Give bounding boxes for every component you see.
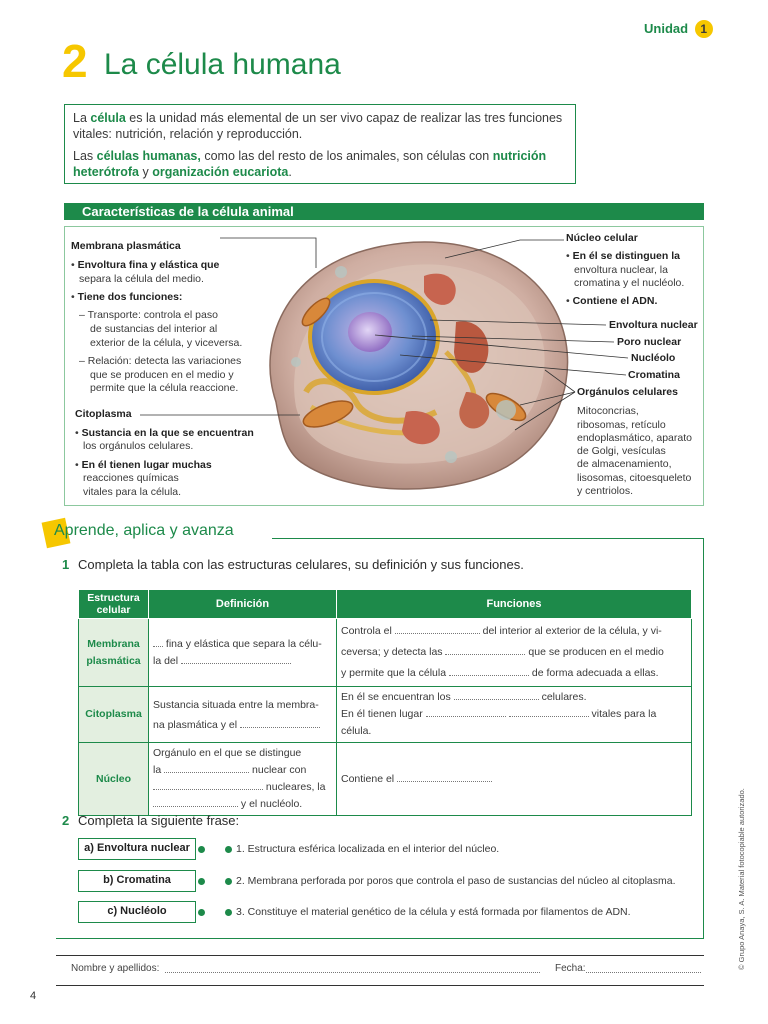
- citoplasma-bullet-2b: reacciones químicas: [83, 472, 179, 484]
- cell-structures-table: [78, 589, 692, 816]
- organulos-line-3: endoplasmático, aparato: [577, 432, 692, 444]
- intro-text: .: [288, 165, 292, 179]
- membrana-bullet-2-text: Tiene dos funciones:: [77, 291, 183, 303]
- nucleo-bullet-1: • En él se distinguen la: [566, 250, 680, 262]
- blank-field[interactable]: [164, 763, 249, 773]
- function-text: célula.: [341, 725, 372, 737]
- intro-paragraph-2: [73, 148, 567, 180]
- row-membrana-functions: [337, 619, 692, 687]
- organulos-line-7: y centriolos.: [577, 485, 634, 497]
- blank-field[interactable]: [153, 637, 163, 647]
- learn-frame-bottom: [56, 938, 704, 939]
- function-text: En él tienen lugar: [341, 708, 423, 720]
- row-membrana-name: Membrana plasmática: [79, 619, 149, 687]
- organulos-line-5: de almacenamiento,: [577, 458, 672, 470]
- match-dot-right-3[interactable]: [225, 909, 232, 916]
- match-dot-left-3[interactable]: [198, 909, 205, 916]
- page-title: La célula humana: [104, 48, 341, 81]
- membrana-bullet-1-text: Envoltura fina y elástica que: [77, 259, 220, 271]
- row-nucleo-name: Núcleo: [79, 743, 149, 816]
- label-cromatina: Cromatina: [628, 369, 680, 381]
- learn-frame-top: [272, 538, 704, 539]
- blank-field[interactable]: [395, 624, 480, 634]
- blank-field[interactable]: [153, 797, 238, 807]
- nucleo-bullet-1b: envoltura nuclear, la: [574, 264, 668, 276]
- blank-field[interactable]: [397, 772, 492, 782]
- learn-frame-right: [703, 538, 704, 938]
- intro-text: La: [73, 111, 91, 125]
- row-citoplasma-functions: [337, 687, 692, 743]
- match-dot-left-2[interactable]: [198, 878, 205, 885]
- footer-line-bottom: [56, 985, 704, 986]
- citoplasma-bullet-2: • En él tienen lugar muchas: [75, 459, 212, 471]
- membrana-bullet-2: • Tiene dos funciones:: [71, 291, 183, 303]
- copyright-notice: © Grupo Anaya, S. A. Material fotocopiable autorizado.: [737, 788, 746, 970]
- membrana-bullet-1b: separa la célula del medio.: [79, 273, 204, 285]
- function-text: que se producen en el medio: [528, 646, 664, 658]
- function-text: de forma adecuada a ellas.: [531, 667, 659, 679]
- definition-text: na plasmática y el: [153, 718, 238, 731]
- unit-label: [644, 20, 713, 38]
- question-1-text: Completa la tabla con las estructuras celulares, su definición y sus funciones.: [78, 557, 524, 572]
- citoplasma-bullet-2-text: En él tienen lugar muchas: [81, 459, 212, 471]
- citoplasma-bullet-2c: vitales para la célula.: [83, 486, 182, 498]
- table-header-row: [79, 590, 692, 619]
- footer-line-top: [56, 955, 704, 956]
- organulos-line-2: ribosomas, retículo: [577, 419, 666, 431]
- intro-keyword: célula: [90, 111, 126, 125]
- membrana-relation-3: permite que la célula reaccione.: [90, 382, 239, 394]
- function-text: del interior al exterior de la célula, y vi-: [482, 625, 662, 637]
- blank-field[interactable]: [240, 718, 320, 728]
- blank-field[interactable]: [509, 707, 589, 717]
- label-poro: Poro nuclear: [617, 336, 682, 348]
- nucleo-bullet-2-text: Contiene el ADN.: [572, 295, 658, 307]
- membrana-bullet-1: • Envoltura fina y elástica que: [71, 259, 220, 271]
- blank-field[interactable]: [181, 654, 291, 664]
- match-dot-right-1[interactable]: [225, 846, 232, 853]
- function-text: celulares.: [541, 691, 587, 703]
- definition-text: fina y elástica que separa la célu-: [165, 637, 322, 650]
- membrana-relation-1: – Relación: detecta las variaciones: [79, 355, 242, 367]
- unit-label-text: Unidad: [644, 21, 689, 36]
- label-organulos: Orgánulos celulares: [577, 386, 678, 398]
- membrana-relation-2: que se producen en el medio y: [90, 369, 234, 381]
- question-2-number: 2: [62, 813, 70, 828]
- blank-field[interactable]: [445, 645, 525, 655]
- nucleo-bullet-1c: cromatina y el nucléolo.: [574, 277, 685, 289]
- intro-text: como las del resto de los animales, son células con: [200, 149, 493, 163]
- intro-text: es la unidad más elemental de un ser vivo capaz de realizar las tres funciones vitales: nutrición, relación y reproducción.: [73, 111, 563, 141]
- nucleo-bullet-1-text: En él se distinguen la: [572, 250, 680, 262]
- row-nucleo-functions: [337, 743, 692, 816]
- question-1-number: 1: [62, 557, 70, 572]
- date-field[interactable]: [586, 972, 701, 973]
- organulos-line-4: de Golgi, vesículas: [577, 445, 666, 457]
- intro-text: Las: [73, 149, 97, 163]
- table-header-functions: Funciones: [337, 590, 692, 619]
- definition-text: la: [153, 764, 162, 776]
- match-definition-2: 2. Membrana perforada por poros que controla el paso de sustancias del núcleo al citoplasma.: [236, 875, 676, 887]
- citoplasma-bullet-1b: los orgánulos celulares.: [83, 440, 194, 452]
- animal-cell-illustration: [256, 232, 586, 500]
- unit-number-badge: 1: [695, 20, 713, 38]
- function-text: vitales para la: [591, 708, 657, 720]
- match-dot-left-1[interactable]: [198, 846, 205, 853]
- page-number: 4: [30, 990, 37, 1002]
- date-label: Fecha:: [555, 963, 586, 974]
- table-row: [79, 687, 692, 743]
- function-text: ceversa; y detecta las: [341, 646, 443, 658]
- intro-keyword: células humanas,: [96, 149, 201, 163]
- intro-text: y: [138, 165, 153, 179]
- nucleo-bullet-2: • Contiene el ADN.: [566, 295, 658, 307]
- row-citoplasma-name: Citoplasma: [79, 687, 149, 743]
- match-dot-right-2[interactable]: [225, 878, 232, 885]
- title-number: 2: [62, 35, 88, 87]
- table-row: [79, 619, 692, 687]
- organulos-line-1: Mitoconcrias,: [577, 405, 639, 417]
- table-header-structure: Estructura celular: [79, 590, 149, 619]
- learn-title: Aprende, aplica y avanza: [54, 522, 234, 539]
- table-row: [79, 743, 692, 816]
- blank-field[interactable]: [426, 707, 506, 717]
- function-text: y permite que la célula: [341, 667, 447, 679]
- label-nucleolo: Nucléolo: [631, 352, 676, 364]
- blank-field[interactable]: [449, 666, 529, 676]
- match-term-envoltura[interactable]: a) Envoltura nuclear: [78, 838, 196, 860]
- citoplasma-bullet-1-text: Sustancia en la que se encuentran: [81, 427, 254, 439]
- intro-box: [64, 104, 576, 184]
- match-term-nucleolo[interactable]: c) Nucléolo: [78, 901, 196, 923]
- function-text: Controla el: [341, 625, 392, 637]
- intro-keyword: nutrición heterótrofa: [73, 149, 547, 179]
- row-citoplasma-definition: [149, 687, 337, 743]
- definition-text: nucleares, la: [265, 781, 326, 793]
- row-membrana-definition: [149, 619, 337, 687]
- match-definition-3: 3. Constituye el material genético de la célula y está formada por filamentos de ADN.: [236, 906, 631, 918]
- organulos-line-6: lisosomas, citoesqueleto: [577, 472, 692, 484]
- name-label: Nombre y apellidos:: [71, 963, 160, 974]
- intro-keyword: organización eucariota: [152, 165, 289, 179]
- citoplasma-title: Citoplasma: [75, 408, 132, 420]
- row-nucleo-definition: [149, 743, 337, 816]
- definition-text: Orgánulo en el que se distingue: [153, 747, 302, 759]
- definition-text: y el nucléolo.: [240, 798, 303, 810]
- blank-field[interactable]: [153, 780, 263, 790]
- membrana-title: Membrana plasmática: [71, 240, 181, 252]
- citoplasma-bullet-1: • Sustancia en la que se encuentran: [75, 427, 254, 439]
- definition-text: Sustancia situada entre la membra-: [153, 698, 319, 711]
- match-definition-1: 1. Estructura esférica localizada en el interior del núcleo.: [236, 843, 500, 855]
- membrana-transport-3: exterior de la célula, y viceversa.: [90, 337, 243, 349]
- match-term-cromatina[interactable]: b) Cromatina: [78, 870, 196, 892]
- label-envoltura: Envoltura nuclear: [609, 319, 698, 331]
- table-header-definition: Definición: [149, 590, 337, 619]
- blank-field[interactable]: [454, 690, 539, 700]
- membrana-transport-1: – Transporte: controla el paso: [79, 309, 218, 321]
- membrana-transport-2: de sustancias del interior al: [90, 323, 218, 335]
- function-text: En él se encuentran los: [341, 691, 451, 703]
- intro-paragraph-1: [73, 110, 567, 142]
- definition-text: la del: [153, 654, 179, 667]
- nucleo-title: Núcleo celular: [566, 232, 638, 244]
- name-field[interactable]: [165, 972, 540, 973]
- function-text: Contiene el: [341, 772, 395, 785]
- section-title: Características de la célula animal: [64, 203, 704, 220]
- question-2-text: Completa la siguiente frase:: [78, 813, 240, 828]
- definition-text: nuclear con: [252, 764, 307, 776]
